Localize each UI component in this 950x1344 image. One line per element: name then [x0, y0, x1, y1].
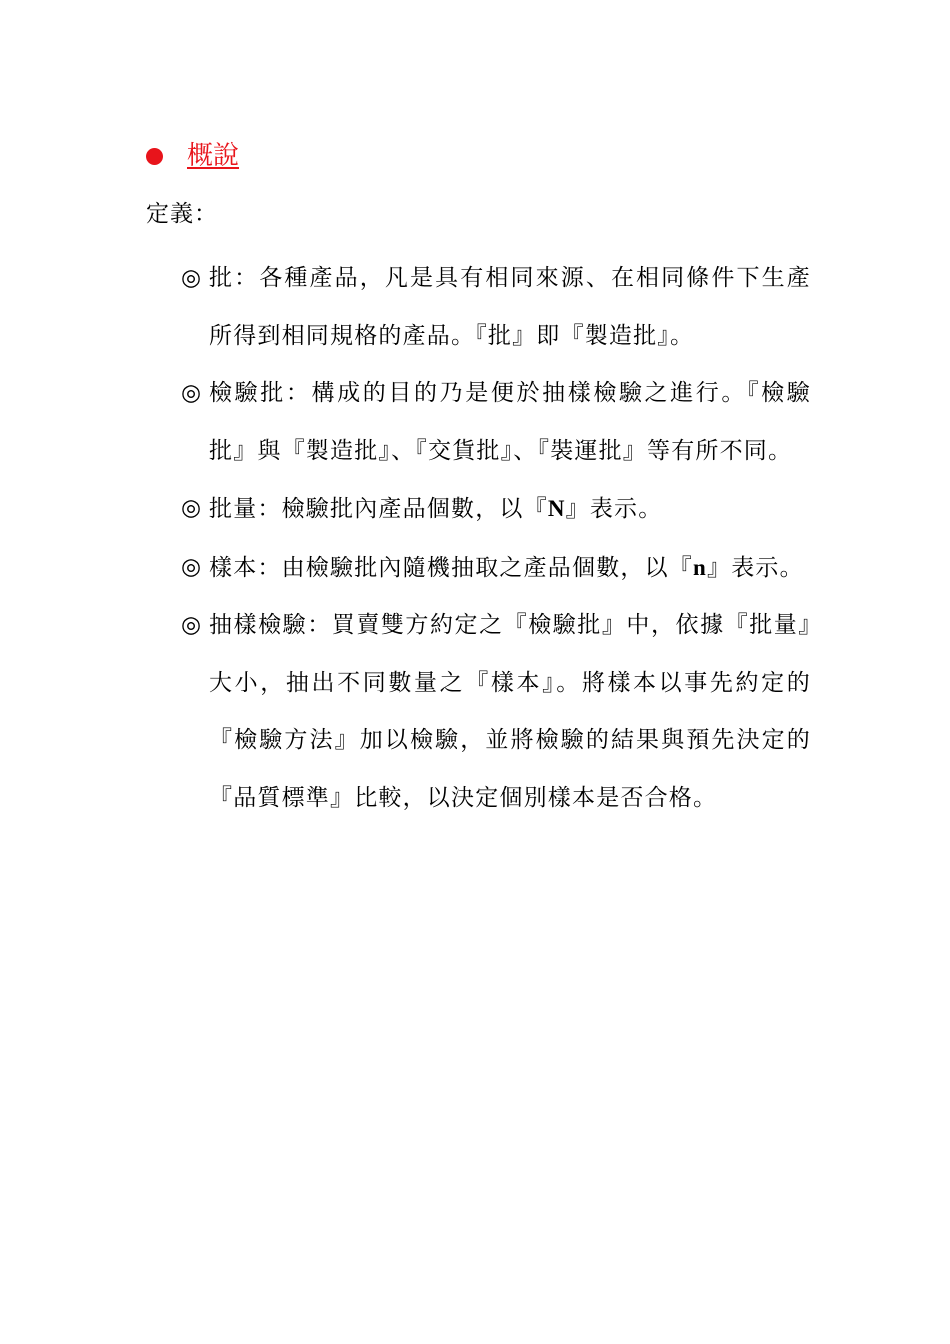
- term-text-before: 樣本：由檢驗批內隨機抽取之產品個數，以『: [209, 554, 693, 581]
- sample-size-symbol: n: [693, 554, 707, 580]
- term-text-before: 批量：檢驗批內產品個數，以『: [209, 496, 548, 522]
- term-item-lot: [181, 250, 811, 365]
- double-circle-icon: ◎: [181, 265, 203, 291]
- term-text-after: 』表示。: [565, 496, 663, 522]
- section-heading: [146, 136, 239, 176]
- term-text: [209, 539, 811, 598]
- lot-size-symbol: N: [547, 496, 566, 521]
- term-item-lot-size: [181, 480, 811, 539]
- term-text-after: 』表示。: [707, 554, 804, 581]
- term-item-sample: [181, 539, 811, 598]
- bullet-icon: [146, 148, 163, 165]
- term-item-sampling-inspection: [181, 597, 811, 827]
- term-item-inspection-lot: [181, 365, 811, 480]
- definition-label: 定義：: [146, 201, 218, 227]
- term-text: [209, 480, 811, 539]
- term-text: 批：各種產品，凡是具有相同來源、在相同條件下生產所得到相同規格的產品。『批』即『製造批』。: [209, 265, 811, 349]
- section-title: 概說: [187, 141, 240, 171]
- term-text: 檢驗批：構成的目的乃是便於抽樣檢驗之進行。『檢驗批』與『製造批』、『交貨批』、『裝運批』等有所不同。: [209, 380, 811, 464]
- term-text: 抽樣檢驗：買賣雙方約定之『檢驗批』中，依據『批量』大小，抽出不同數量之『樣本』。將樣本以事先約定的『檢驗方法』加以檢驗，並將檢驗的結果與預先決定的『品質標準』比較，以決定個別樣本是否合格。: [209, 612, 811, 811]
- double-circle-icon: ◎: [181, 380, 203, 406]
- double-circle-icon: ◎: [181, 495, 203, 521]
- double-circle-icon: ◎: [181, 612, 203, 638]
- double-circle-icon: ◎: [181, 553, 203, 580]
- term-list: [181, 250, 811, 827]
